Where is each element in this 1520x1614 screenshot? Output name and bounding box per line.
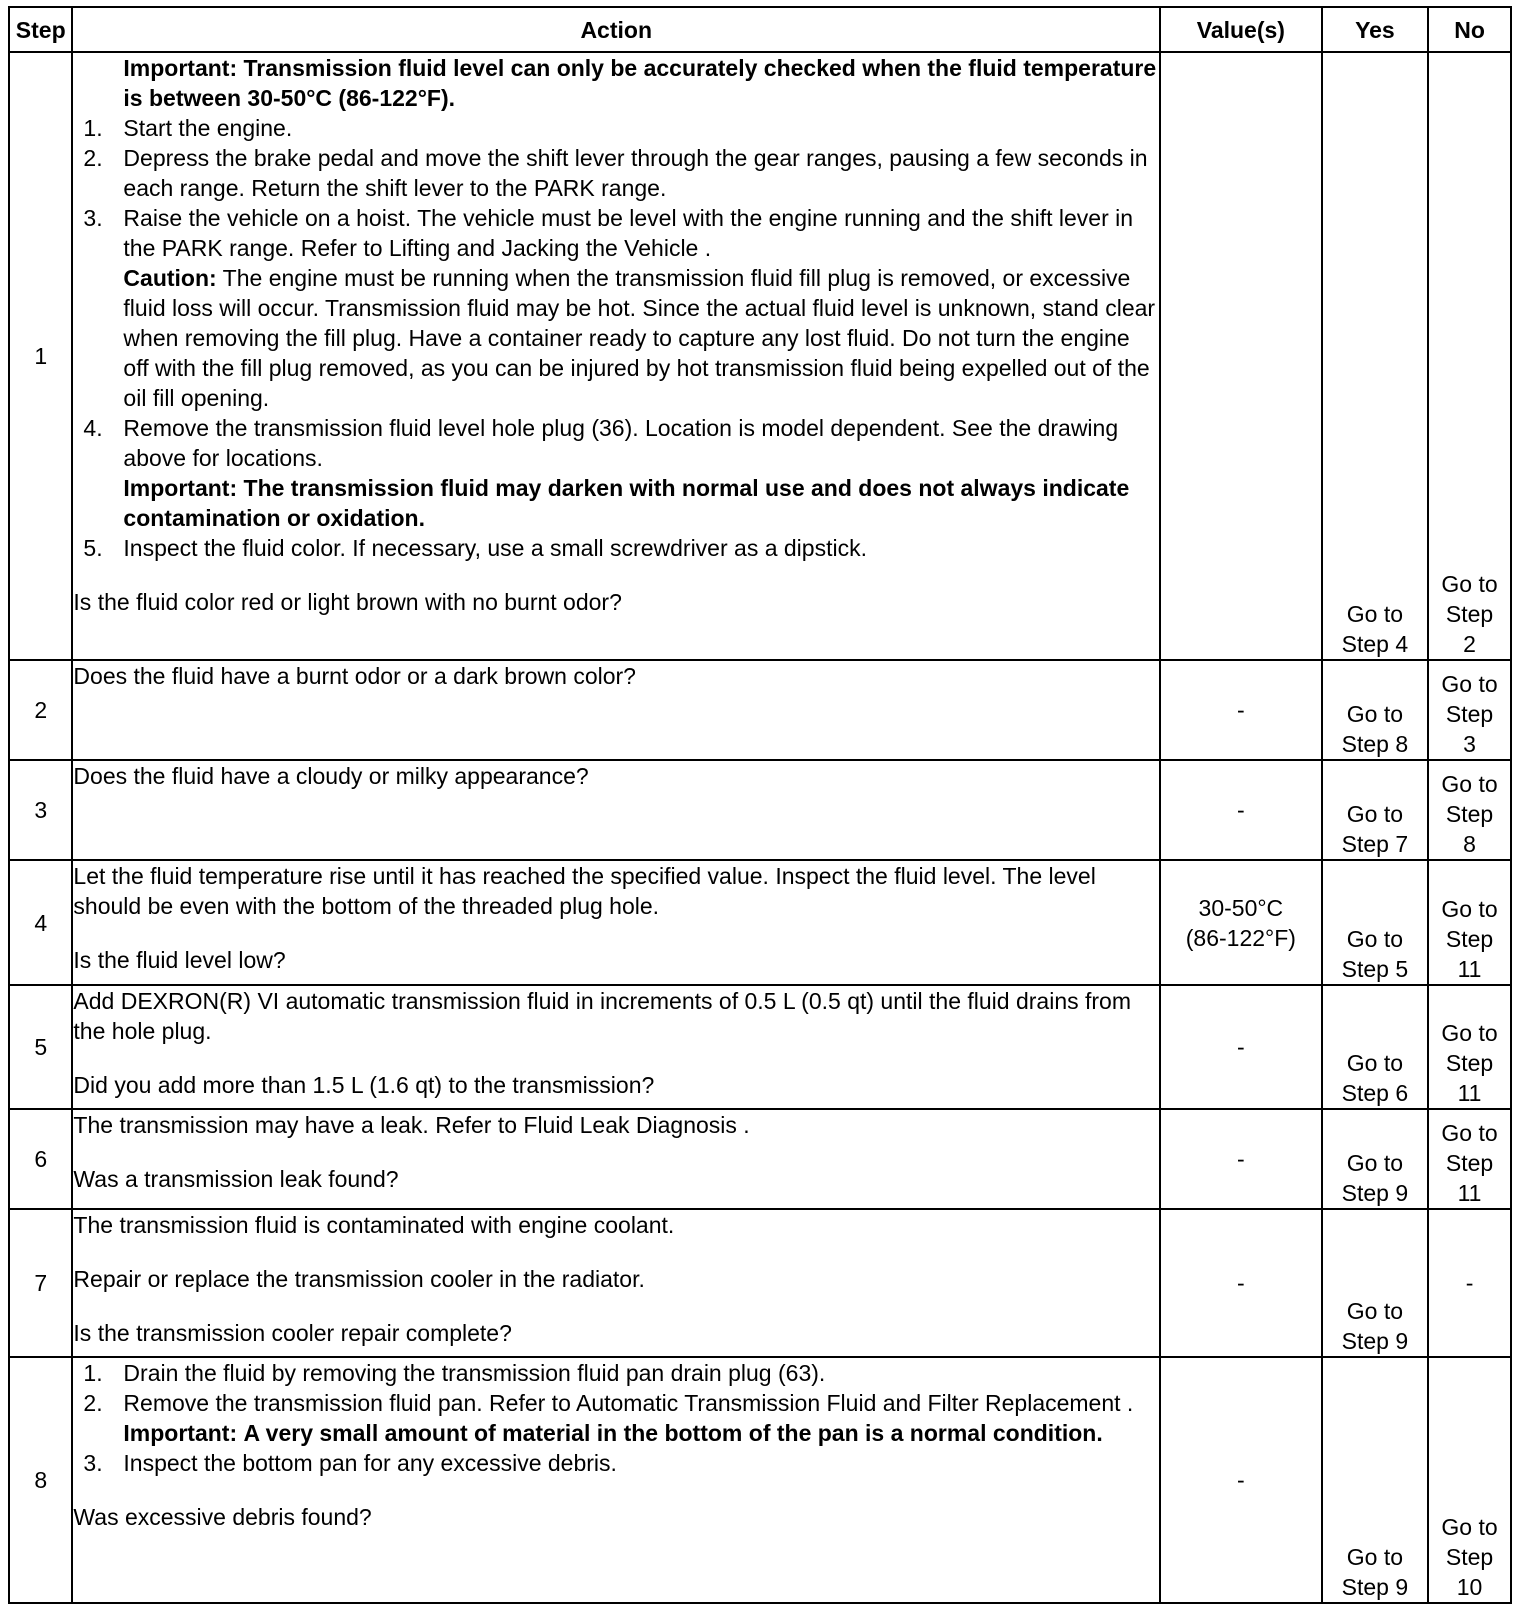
action-cell xyxy=(72,1109,1160,1209)
table-row xyxy=(9,985,1511,1109)
value-text: (86-122°F) xyxy=(1185,924,1296,951)
important-note xyxy=(73,53,1159,113)
table-row xyxy=(9,860,1511,985)
yes-cell xyxy=(1322,660,1428,760)
header-yes: Yes xyxy=(1322,7,1428,52)
step-number: 2 xyxy=(9,660,72,760)
no-text: Step xyxy=(1445,926,1494,952)
value-cell xyxy=(1160,860,1322,985)
yes-text: Go to xyxy=(1346,801,1404,827)
no-cell xyxy=(1428,760,1511,860)
step-text: Inspect the fluid color. If necessary, use a small screwdriver as a dipstick. xyxy=(123,535,867,561)
action-text: Is the transmission cooler repair complete? xyxy=(73,1320,512,1346)
no-text: Step xyxy=(1445,701,1494,727)
yes-cell xyxy=(1322,860,1428,985)
yes-cell xyxy=(1322,1209,1428,1357)
no-text: - xyxy=(1465,1270,1474,1296)
action-cell xyxy=(72,1357,1160,1603)
yes-text: Step 4 xyxy=(1341,631,1409,657)
yes-text: Go to xyxy=(1346,701,1404,727)
spacer xyxy=(73,563,1159,587)
step-index: 1. xyxy=(83,1360,103,1386)
action-cell xyxy=(72,860,1160,985)
spacer xyxy=(73,921,1159,945)
yes-text: Step 9 xyxy=(1341,1574,1409,1600)
table-row xyxy=(9,660,1511,760)
step-index: 2. xyxy=(83,1390,103,1416)
header-row xyxy=(9,7,1511,52)
numbered-step xyxy=(73,533,1159,563)
table-row xyxy=(9,760,1511,860)
step-text: Remove the transmission fluid pan. Refer to Automatic Transmission Fluid and Filter Replacement . xyxy=(123,1390,1134,1416)
action-cell xyxy=(72,760,1160,860)
numbered-step xyxy=(73,413,1159,473)
yes-text: Go to xyxy=(1346,926,1404,952)
action-text: The transmission fluid is contaminated with engine coolant. xyxy=(73,1212,675,1238)
step-number: 6 xyxy=(9,1109,72,1209)
value-text: - xyxy=(1237,1467,1245,1493)
no-text: Go to xyxy=(1441,1514,1498,1540)
numbered-step xyxy=(73,203,1159,263)
no-text: Step xyxy=(1445,1050,1494,1076)
value-cell xyxy=(1160,1357,1322,1603)
yes-text: Step 6 xyxy=(1341,1080,1409,1106)
action-text: Does the fluid have a burnt odor or a dark brown color? xyxy=(73,663,636,689)
action-cell xyxy=(72,660,1160,760)
step-text: Raise the vehicle on a hoist. The vehicle must be level with the engine running and the shift lever in the PARK range. Refer to Lifting and Jacking the Vehicle . xyxy=(123,205,1134,261)
important-label: Important: xyxy=(123,475,238,501)
step-number: 5 xyxy=(9,985,72,1109)
no-text: Go to xyxy=(1441,896,1498,922)
table-row xyxy=(9,1209,1511,1357)
spacer xyxy=(73,1478,1159,1502)
no-text: Go to xyxy=(1441,771,1498,797)
important-note xyxy=(73,1418,1159,1448)
numbered-step xyxy=(73,1448,1159,1478)
no-text: Go to xyxy=(1441,1120,1498,1146)
value-text: - xyxy=(1237,697,1245,723)
no-text: Step xyxy=(1445,801,1494,827)
yes-text: Go to xyxy=(1346,601,1404,627)
header-action: Action xyxy=(72,7,1160,52)
no-cell xyxy=(1428,1209,1511,1357)
action-text: Let the fluid temperature rise until it has reached the specified value. Inspect the fluid level. The level should be even with the bottom of the threaded plug hole. xyxy=(73,863,1096,919)
table-row xyxy=(9,52,1511,660)
yes-text: Step 8 xyxy=(1341,731,1409,757)
note-text: The engine must be running when the transmission fluid fill plug is removed, or excessive fluid loss will occur. Transmission fluid may be hot. Since the actual fluid level is unknown, stand clear when removing the fill plug. Have a container ready to capture any lost fluid. Do not turn the engine off with the fill plug removed, as you can be injured by hot transmission fluid being expelled out of the oil fill opening. xyxy=(123,265,1156,411)
numbered-step xyxy=(73,113,1159,143)
note-text: Transmission fluid level can only be accurately checked when the fluid temperature is between 30-50°C (86-122°F). xyxy=(123,55,1157,111)
table-body xyxy=(9,52,1511,1603)
action-cell xyxy=(72,985,1160,1109)
note-text: The transmission fluid may darken with normal use and does not always indicate contamination or oxidation. xyxy=(123,475,1130,531)
step-index: 5. xyxy=(83,535,103,561)
action-text: Does the fluid have a cloudy or milky appearance? xyxy=(73,763,589,789)
no-text: 11 xyxy=(1457,956,1482,982)
yes-cell xyxy=(1322,1357,1428,1603)
step-index: 2. xyxy=(83,145,103,171)
value-cell xyxy=(1160,760,1322,860)
step-text: Remove the transmission fluid level hole plug (36). Location is model dependent. See the drawing above for locations. xyxy=(123,415,1119,471)
step-text: Inspect the bottom pan for any excessive debris. xyxy=(123,1450,617,1476)
value-text: - xyxy=(1237,1146,1245,1172)
no-cell xyxy=(1428,52,1511,660)
yes-cell xyxy=(1322,52,1428,660)
no-cell xyxy=(1428,860,1511,985)
numbered-step xyxy=(73,143,1159,203)
no-cell xyxy=(1428,1109,1511,1209)
value-cell xyxy=(1160,52,1322,660)
yes-cell xyxy=(1322,760,1428,860)
yes-text: Step 9 xyxy=(1341,1328,1409,1354)
no-text: Step xyxy=(1445,601,1494,627)
action-cell xyxy=(72,52,1160,660)
no-text: 8 xyxy=(1463,831,1476,857)
yes-cell xyxy=(1322,1109,1428,1209)
caution-label: Caution: xyxy=(123,265,217,291)
header-step: Step xyxy=(9,7,72,52)
value-text: - xyxy=(1237,1270,1245,1296)
no-cell xyxy=(1428,660,1511,760)
table-row xyxy=(9,1109,1511,1209)
step-text: Depress the brake pedal and move the shift lever through the gear ranges, pausing a few seconds in each range. Return the shift lever to the PARK range. xyxy=(123,145,1148,201)
step-index: 1. xyxy=(83,115,103,141)
no-text: Go to xyxy=(1441,571,1498,597)
step-text: Start the engine. xyxy=(123,115,293,141)
step-index: 4. xyxy=(83,415,103,441)
step-text: Drain the fluid by removing the transmission fluid pan drain plug (63). xyxy=(123,1360,826,1386)
spacer xyxy=(73,1046,1159,1070)
action-text: Is the fluid level low? xyxy=(73,947,286,973)
step-index: 3. xyxy=(83,1450,103,1476)
important-note xyxy=(73,473,1159,533)
spacer xyxy=(73,1140,1159,1164)
value-text: - xyxy=(1237,1034,1245,1060)
header-no: No xyxy=(1428,7,1511,52)
action-text: The transmission may have a leak. Refer to Fluid Leak Diagnosis . xyxy=(73,1112,750,1138)
important-label: Important: xyxy=(123,55,238,81)
value-cell xyxy=(1160,985,1322,1109)
spacer xyxy=(73,1240,1159,1264)
no-text: 3 xyxy=(1463,731,1476,757)
no-cell xyxy=(1428,985,1511,1109)
yes-text: Go to xyxy=(1346,1544,1404,1570)
value-text: - xyxy=(1237,797,1245,823)
no-text: Go to xyxy=(1441,671,1498,697)
action-text: Is the fluid color red or light brown with no burnt odor? xyxy=(73,589,622,615)
numbered-step xyxy=(73,1388,1159,1418)
yes-text: Go to xyxy=(1346,1150,1404,1176)
no-text: Step xyxy=(1445,1544,1494,1570)
step-number: 7 xyxy=(9,1209,72,1357)
step-number: 4 xyxy=(9,860,72,985)
important-label: Important: xyxy=(123,1420,238,1446)
step-number: 3 xyxy=(9,760,72,860)
spacer xyxy=(73,1294,1159,1318)
step-index: 3. xyxy=(83,205,103,231)
yes-text: Step 7 xyxy=(1341,831,1409,857)
numbered-step xyxy=(73,1358,1159,1388)
no-text: Go to xyxy=(1441,1020,1498,1046)
value-text: 30-50°C xyxy=(1198,894,1284,921)
table-row xyxy=(9,1357,1511,1603)
action-text: Did you add more than 1.5 L (1.6 qt) to the transmission? xyxy=(73,1072,655,1098)
no-text: 2 xyxy=(1463,631,1476,657)
header-values: Value(s) xyxy=(1160,7,1322,52)
value-cell xyxy=(1160,660,1322,760)
no-text: Step xyxy=(1445,1150,1494,1176)
action-text: Repair or replace the transmission cooler in the radiator. xyxy=(73,1266,645,1292)
no-text: 11 xyxy=(1457,1180,1482,1206)
yes-text: Go to xyxy=(1346,1050,1404,1076)
note-text: A very small amount of material in the bottom of the pan is a normal condition. xyxy=(243,1420,1103,1446)
caution-note xyxy=(73,263,1159,413)
action-text: Was a transmission leak found? xyxy=(73,1166,399,1192)
no-text: 11 xyxy=(1457,1080,1482,1106)
yes-cell xyxy=(1322,985,1428,1109)
value-cell xyxy=(1160,1109,1322,1209)
action-text: Was excessive debris found? xyxy=(73,1504,372,1530)
step-number: 1 xyxy=(9,52,72,660)
yes-text: Go to xyxy=(1346,1298,1404,1324)
yes-text: Step 5 xyxy=(1341,956,1409,982)
no-text: 10 xyxy=(1456,1574,1483,1600)
diagnostic-table xyxy=(8,6,1512,1604)
action-text: Add DEXRON(R) VI automatic transmission fluid in increments of 0.5 L (0.5 qt) until the fluid drains from the hole plug. xyxy=(73,988,1131,1044)
action-cell xyxy=(72,1209,1160,1357)
no-cell xyxy=(1428,1357,1511,1603)
yes-text: Step 9 xyxy=(1341,1180,1409,1206)
step-number: 8 xyxy=(9,1357,72,1603)
value-cell xyxy=(1160,1209,1322,1357)
